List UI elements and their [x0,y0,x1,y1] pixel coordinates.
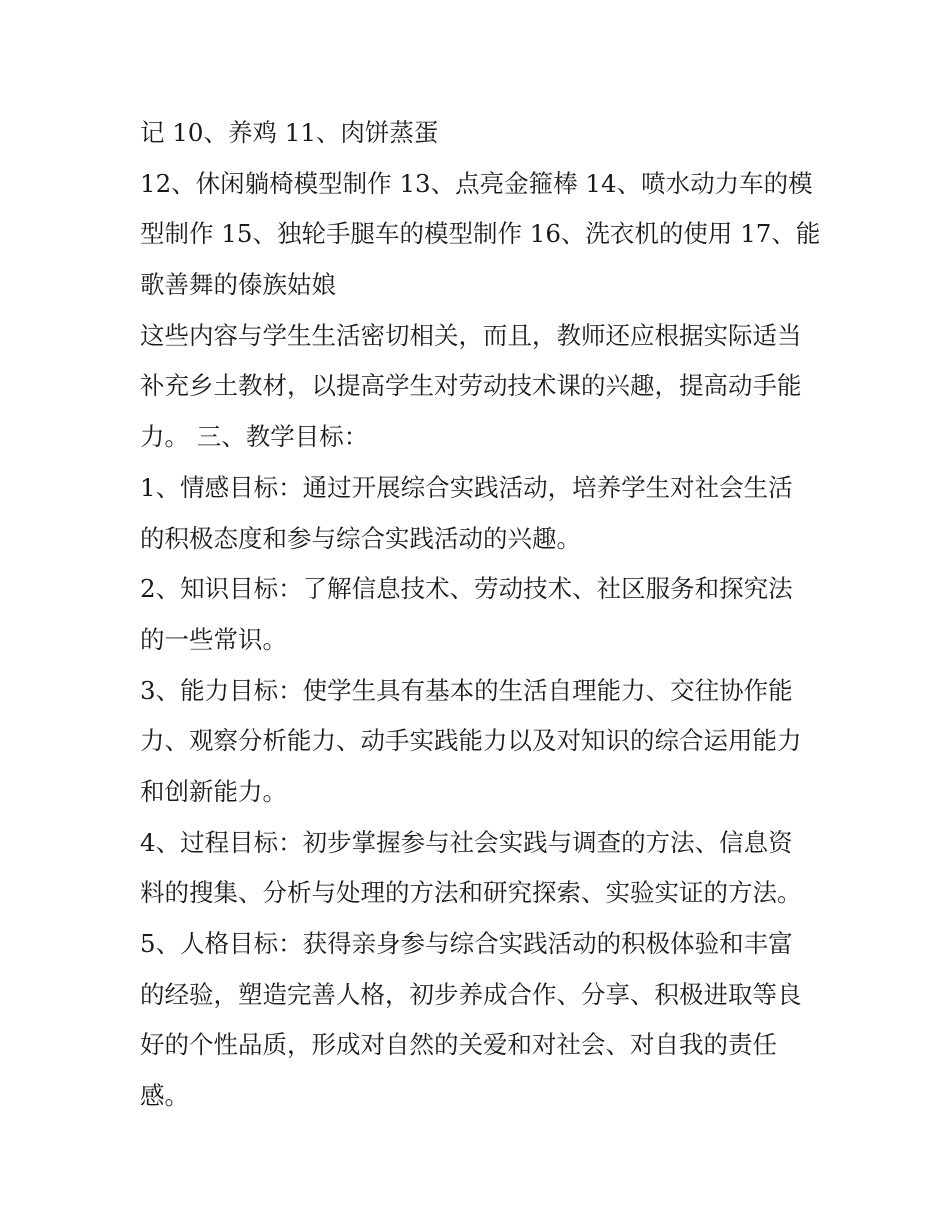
text-line: 好的个性品质，形成对自然的关爱和对社会、对自我的责任 [140,1030,777,1060]
text-line: 的积极态度和参与综合实践活动的兴趣。 [140,523,581,553]
text-line: 12、休闲躺椅模型制作 13、点亮金箍棒 14、喷水动力车的模 [140,168,813,198]
text-line: 5、人格目标：获得亲身参与综合实践活动的积极体验和丰富 [140,929,793,958]
document-body [140,108,820,1122]
text-line: 1、情感目标：通过开展综合实践活动，培养学生对社会生活 [140,472,793,502]
text-line: 的经验，塑造完善人格，初步养成合作、分享、积极进取等良 [140,979,802,1009]
text-line: 感。 [140,1081,189,1111]
text-line: 补充乡土教材，以提高学生对劳动技术课的兴趣，提高动手能 [140,371,802,401]
text-line: 歌善舞的傣族姑娘 [140,270,336,300]
text-line: 型制作 15、独轮手腿车的模型制作 16、洗衣机的使用 17、能 [140,219,821,249]
text-line: 2、知识目标：了解信息技术、劳动技术、社区服务和探究法 [140,574,793,604]
text-line: 3、能力目标：使学生具有基本的生活自理能力、交往协作能 [140,675,793,705]
text-line: 和创新能力。 [140,776,287,806]
text-line: 力、观察分析能力、动手实践能力以及对知识的综合运用能力 [140,726,802,756]
text-line: 料的搜集、分析与处理的方法和研究探索、实验实证的方法。 [140,878,802,908]
text-line: 记 10、养鸡 11、肉饼蒸蛋 [140,118,439,147]
text-line: 力。 三、教学目标： [140,422,369,452]
text-line: 这些内容与学生生活密切相关，而且，教师还应根据实际适当 [140,320,802,350]
text-line: 的一些常识。 [140,624,287,654]
text-line: 4、过程目标：初步掌握参与社会实践与调查的方法、信息资 [140,827,793,857]
